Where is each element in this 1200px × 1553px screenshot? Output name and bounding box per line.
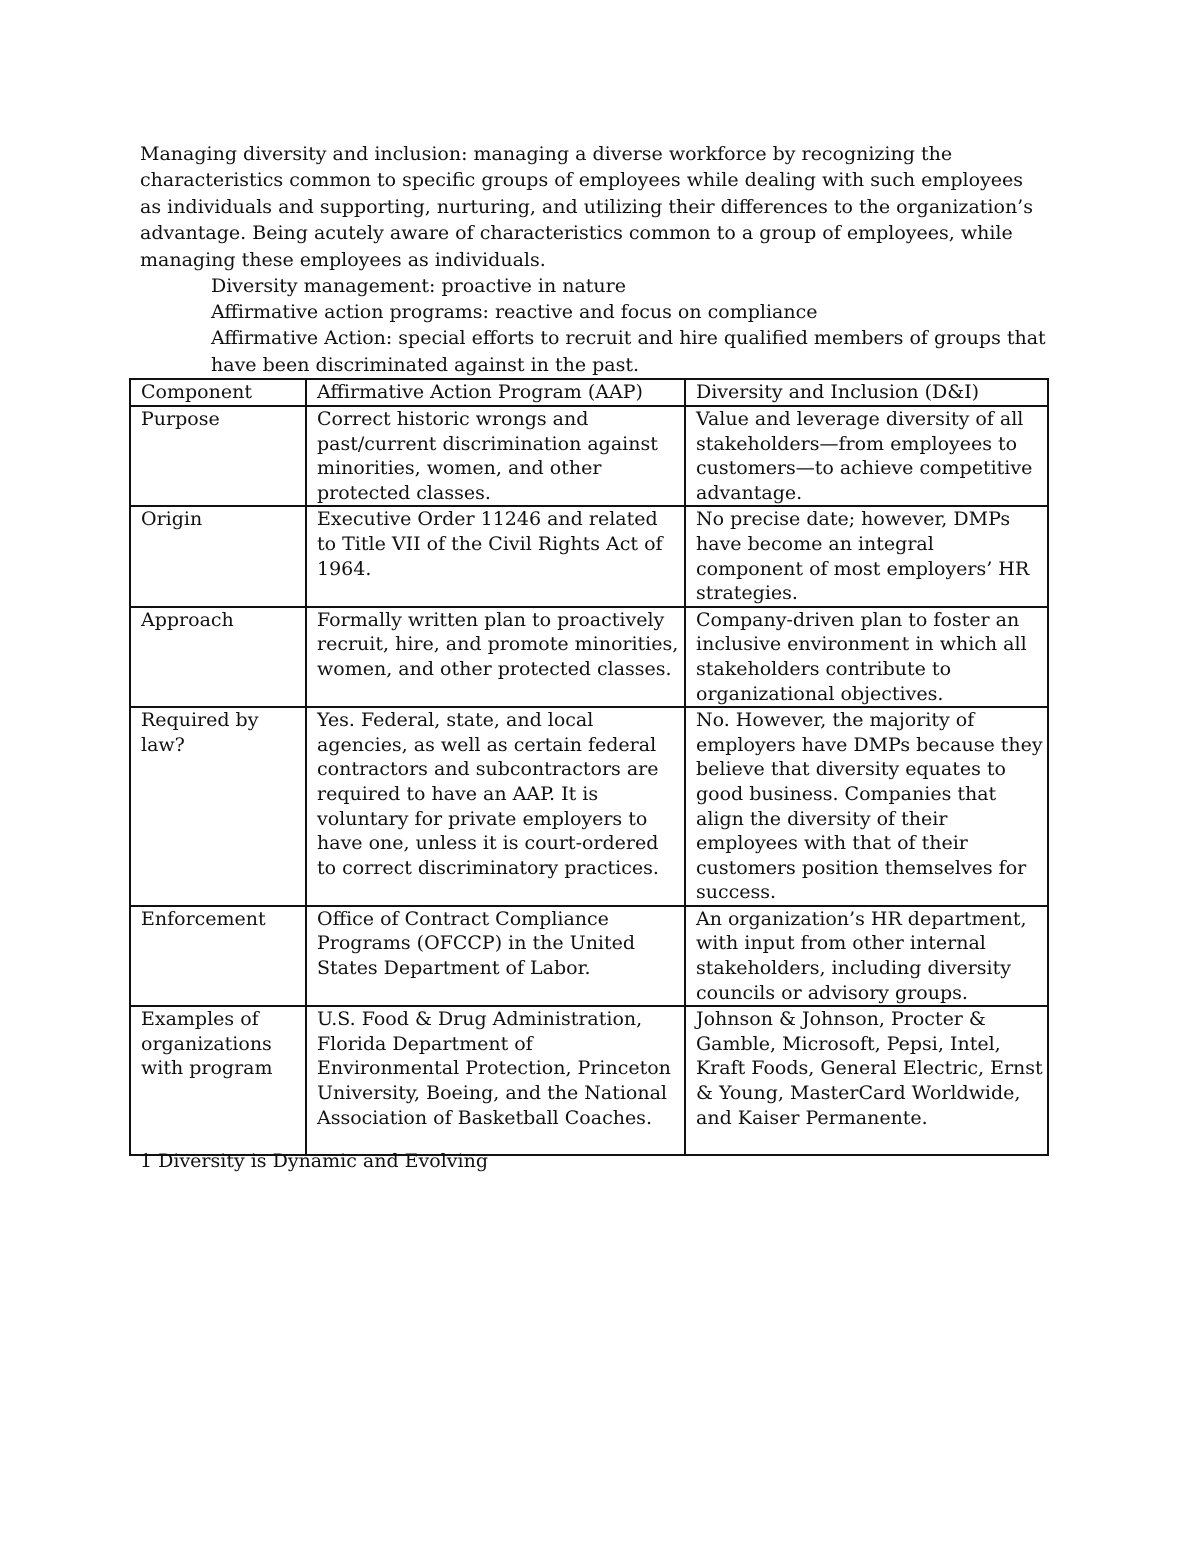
cell-aap: U.S. Food & Drug Administration, Florida Department of Environmental Protection, Princeton University, Boeing, and the National Association of Basketball Coaches. [306, 1006, 685, 1155]
table-row [130, 406, 1048, 506]
table-row [130, 707, 1048, 906]
table-row [130, 506, 1048, 606]
cell-dni: Johnson & Johnson, Procter & Gamble, Microsoft, Pepsi, Intel, Kraft Foods, General Electric, Ernst & Young, MasterCard Worldwide, and Kaiser Permanente. [685, 1006, 1048, 1155]
row-label-purpose: Purpose [130, 406, 306, 506]
row-label-origin: Origin [130, 506, 306, 606]
definition-affirmative-action-programs: Affirmative action programs: reactive and focus on compliance [211, 301, 818, 324]
row-label-examples: Examples of organizations with program [130, 1006, 306, 1155]
cell-dni: No precise date; however, DMPs have become an integral component of most employers’ HR strategies. [685, 506, 1048, 606]
header-aap: Affirmative Action Program (AAP) [306, 379, 685, 406]
table-row [130, 607, 1048, 707]
definitions-list [211, 273, 1051, 378]
table-row [130, 906, 1048, 1006]
cell-dni: An organization’s HR department, with input from other internal stakeholders, including diversity councils or advisory groups. [685, 906, 1048, 1006]
cell-dni: No. However, the majority of employers have DMPs because they believe that diversity equates to good business. Companies that align the diversity of their employees with that of their customers position themselves for success. [685, 707, 1048, 906]
table-row [130, 1006, 1048, 1155]
definition-affirmative-action: Affirmative Action: special efforts to recruit and hire qualified members of groups that have been discriminated against in the past. [211, 327, 1046, 376]
cell-aap: Office of Contract Compliance Programs (OFCCP) in the United States Department of Labor. [306, 906, 685, 1006]
cell-dni: Value and leverage diversity of all stakeholders—from employees to customers—to achieve competitive advantage. [685, 406, 1048, 506]
header-dni: Diversity and Inclusion (D&I) [685, 379, 1048, 406]
comparison-table [129, 378, 1049, 1156]
cell-aap: Executive Order 11246 and related to Title VII of the Civil Rights Act of 1964. [306, 506, 685, 606]
definition-diversity-management: Diversity management: proactive in nature [211, 275, 626, 297]
cell-aap: Formally written plan to proactively recruit, hire, and promote minorities, women, and other protected classes. [306, 607, 685, 707]
cell-dni: Company-driven plan to foster an inclusive environment in which all stakeholders contribute to organizational objectives. [685, 607, 1048, 707]
cell-aap: Yes. Federal, state, and local agencies, as well as certain federal contractors and subcontractors are required to have an AAP. It is voluntary for private employers to have one, unless it is court-ordered to correct discriminatory practices. [306, 707, 685, 906]
row-label-approach: Approach [130, 607, 306, 707]
header-component: Component [130, 379, 306, 406]
table-header-row [130, 379, 1048, 406]
table-caption: 1 Diversity is Dynamic and Evolving [140, 1150, 489, 1172]
row-label-required-by-law: Required by law? [130, 707, 306, 906]
intro-paragraph: Managing diversity and inclusion: managing a diverse workforce by recognizing the characteristics common to specific groups of employees while dealing with such employees as individuals and supporting, nurturing, and utilizing their differences to the organization’s advantage. Being acutely aware of characteristics common to a group of employees, while managing these employees as individuals. [140, 143, 1033, 271]
cell-aap: Correct historic wrongs and past/current discrimination against minorities, women, and other protected classes. [306, 406, 685, 506]
row-label-enforcement: Enforcement [130, 906, 306, 1006]
